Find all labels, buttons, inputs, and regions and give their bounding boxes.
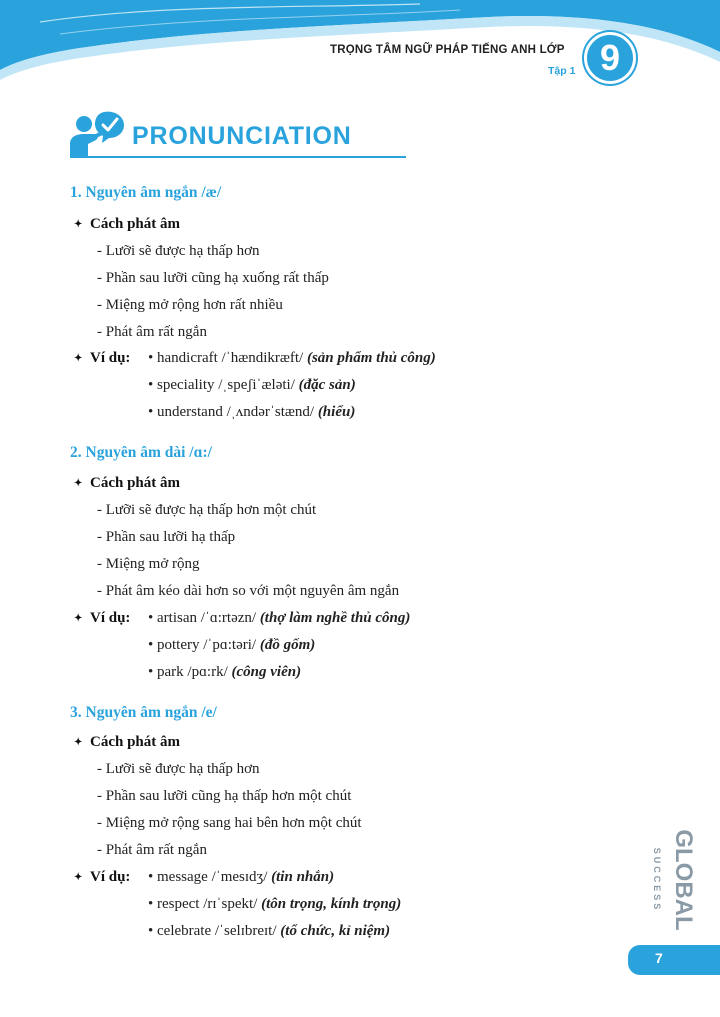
diamond-bullet-icon: ✦ xyxy=(74,872,83,883)
point-line: - Lưỡi sẽ được hạ thấp hơn một chút xyxy=(97,502,317,518)
point-line: - Miệng mở rộng xyxy=(97,556,200,572)
section-heading: 1. Nguyên âm ngắn /æ/ xyxy=(70,184,222,201)
example-item: • park /pɑ:rk/ (công viên) xyxy=(148,664,302,680)
point-line: - Miệng mở rộng hơn rất nhiều xyxy=(97,297,283,313)
section-heading: 3. Nguyên âm ngắn /e/ xyxy=(70,704,217,721)
book-title: TRỌNG TÂM NGỮ PHÁP TIẾNG ANH LỚP xyxy=(330,44,565,56)
logo-sub-text: SUCCESS xyxy=(652,847,662,913)
how-to-label: ✦ Cách phát âm xyxy=(74,475,181,491)
example-item: • pottery /ˈpɑ:təri/ (đồ gốm) xyxy=(148,637,316,653)
point-line: - Lưỡi sẽ được hạ thấp hơn xyxy=(97,761,260,777)
point-line: - Phát âm kéo dài hơn so với một nguyên âm ngắn xyxy=(97,583,400,599)
page-number-tab xyxy=(628,945,720,975)
point-line: - Phần sau lưỡi cũng hạ xuống rất thấp xyxy=(97,270,329,286)
example-label: ✦ Ví dụ: xyxy=(74,869,131,885)
example-label: ✦ Ví dụ: xyxy=(74,610,131,626)
how-to-label: ✦ Cách phát âm xyxy=(74,734,181,750)
example-item: • message /ˈmesɪdʒ/ (tin nhắn) xyxy=(148,869,335,885)
grade-badge: 9 xyxy=(584,32,636,84)
example-item: • respect /rɪˈspekt/ (tôn trọng, kính trọng) xyxy=(148,896,402,912)
point-line: - Phần sau lưỡi cũng hạ thấp hơn một chút xyxy=(97,788,352,804)
point-line: - Phát âm rất ngắn xyxy=(97,324,207,340)
example-item: • celebrate /ˈselɪbreɪt/ (tổ chức, kỉ niệm) xyxy=(148,923,391,939)
example-item: • speciality /ˌspeʃiˈæləti/ (đặc sản) xyxy=(148,377,356,393)
diamond-bullet-icon: ✦ xyxy=(74,219,83,230)
global-success-logo xyxy=(650,826,697,934)
example-item: • understand /ˌʌndərˈstænd/ (hiểu) xyxy=(148,404,356,420)
diamond-bullet-icon: ✦ xyxy=(74,613,83,624)
example-item: • handicraft /ˈhændikræft/ (sản phẩm thủ công) xyxy=(148,350,436,366)
example-label: ✦ Ví dụ: xyxy=(74,350,131,366)
how-to-label: ✦ Cách phát âm xyxy=(74,216,181,232)
page-number: 7 xyxy=(655,950,663,966)
title-underline xyxy=(72,156,406,158)
diamond-bullet-icon: ✦ xyxy=(74,737,83,748)
logo-main-text: GLOBAL xyxy=(670,829,697,931)
volume-label: Tập 1 xyxy=(548,65,576,77)
example-item: • artisan /ˈɑ:rtəzn/ (thợ làm nghề thủ công) xyxy=(148,610,411,626)
speaker-check-icon xyxy=(68,110,126,160)
point-line: - Phần sau lưỡi hạ thấp xyxy=(97,529,236,545)
point-line: - Lưỡi sẽ được hạ thấp hơn xyxy=(97,243,260,259)
section-heading: 2. Nguyên âm dài /ɑ:/ xyxy=(70,444,212,461)
diamond-bullet-icon: ✦ xyxy=(74,353,83,364)
point-line: - Phát âm rất ngắn xyxy=(97,842,207,858)
diamond-bullet-icon: ✦ xyxy=(74,478,83,489)
pronunciation-title: PRONUNCIATION xyxy=(132,122,352,150)
point-line: - Miệng mở rộng sang hai bên hơn một chút xyxy=(97,815,362,831)
